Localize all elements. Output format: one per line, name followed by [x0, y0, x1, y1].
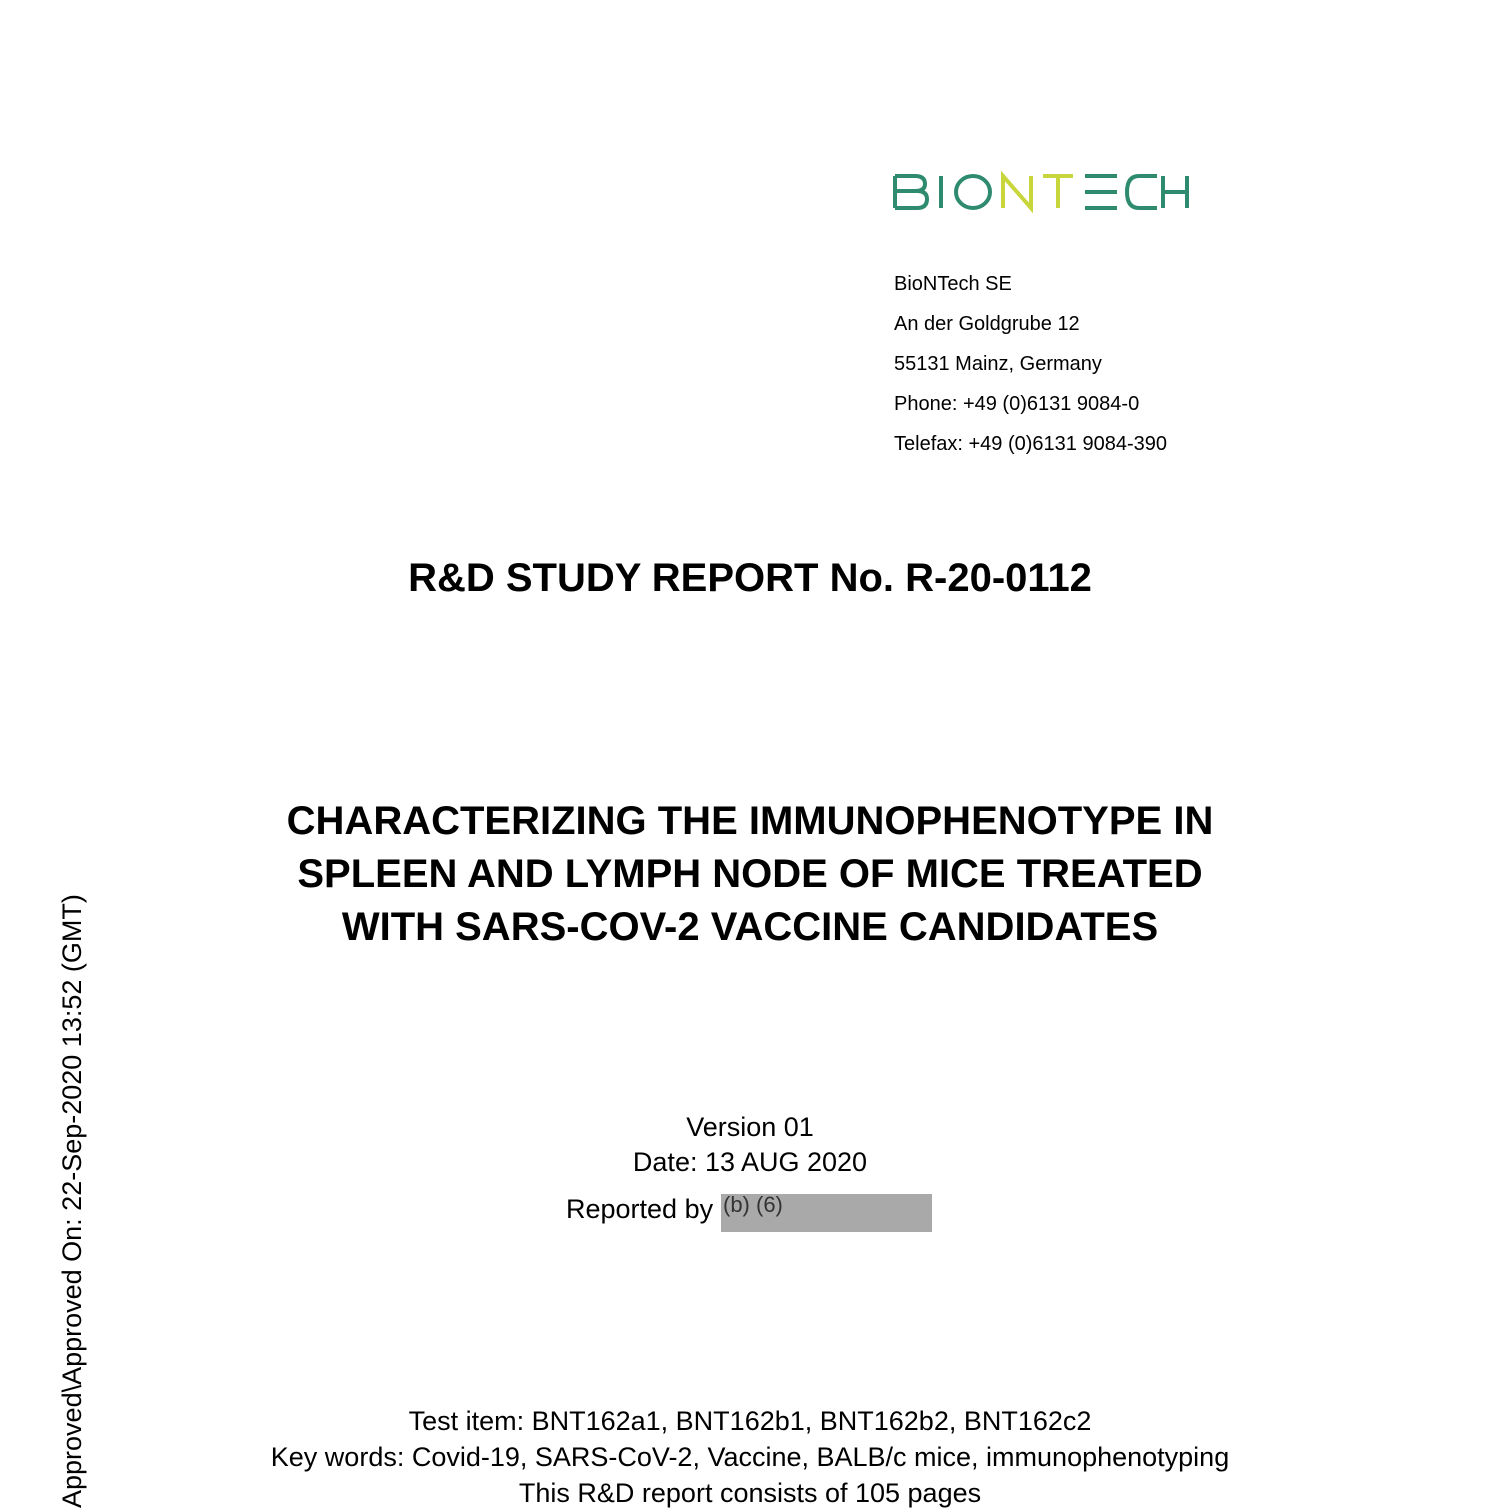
- phone-number: Phone: +49 (0)6131 9084-0: [894, 393, 1140, 415]
- key-words: Key words: Covid-19, SARS-CoV-2, Vaccine, BALB/c mice, immunophenotyping: [270, 1442, 1230, 1472]
- version-label: Version 01: [686, 1112, 814, 1142]
- telefax-number: Telefax: +49 (0)6131 9084-390: [894, 433, 1167, 455]
- pages-note: This R&D report consists of 105 pages: [518, 1478, 982, 1508]
- test-info: [0, 1403, 1500, 1511]
- report-date: Date: 13 AUG 2020: [632, 1147, 868, 1177]
- approval-stamp: [56, 886, 88, 1508]
- biontech-logo: [891, 170, 1191, 214]
- reported-by-label: Reported by: [566, 1194, 714, 1224]
- redaction-box: (b) (6): [721, 1194, 932, 1232]
- reported-by: [566, 1192, 783, 1225]
- approval-stamp-text: Approved\Approved On: 22-Sep-2020 13:52 (GMT): [57, 894, 87, 1508]
- city-address: 55131 Mainz, Germany: [894, 353, 1102, 375]
- company-address: [894, 264, 1167, 464]
- title-line: WITH SARS-COV-2 VACCINE CANDIDATES: [341, 905, 1159, 949]
- company-name: BioNTech SE: [894, 273, 1012, 295]
- report-title: [0, 795, 1500, 954]
- street-address: An der Goldgrube 12: [894, 313, 1080, 335]
- title-line: CHARACTERIZING THE IMMUNOPHENOTYPE IN: [286, 799, 1214, 843]
- version-block: [0, 1110, 1500, 1180]
- title-line: SPLEEN AND LYMPH NODE OF MICE TREATED: [297, 852, 1203, 896]
- report-number: R&D STUDY REPORT No. R-20-0112: [408, 556, 1092, 600]
- test-item: Test item: BNT162a1, BNT162b1, BNT162b2, BNT162c2: [408, 1406, 1092, 1436]
